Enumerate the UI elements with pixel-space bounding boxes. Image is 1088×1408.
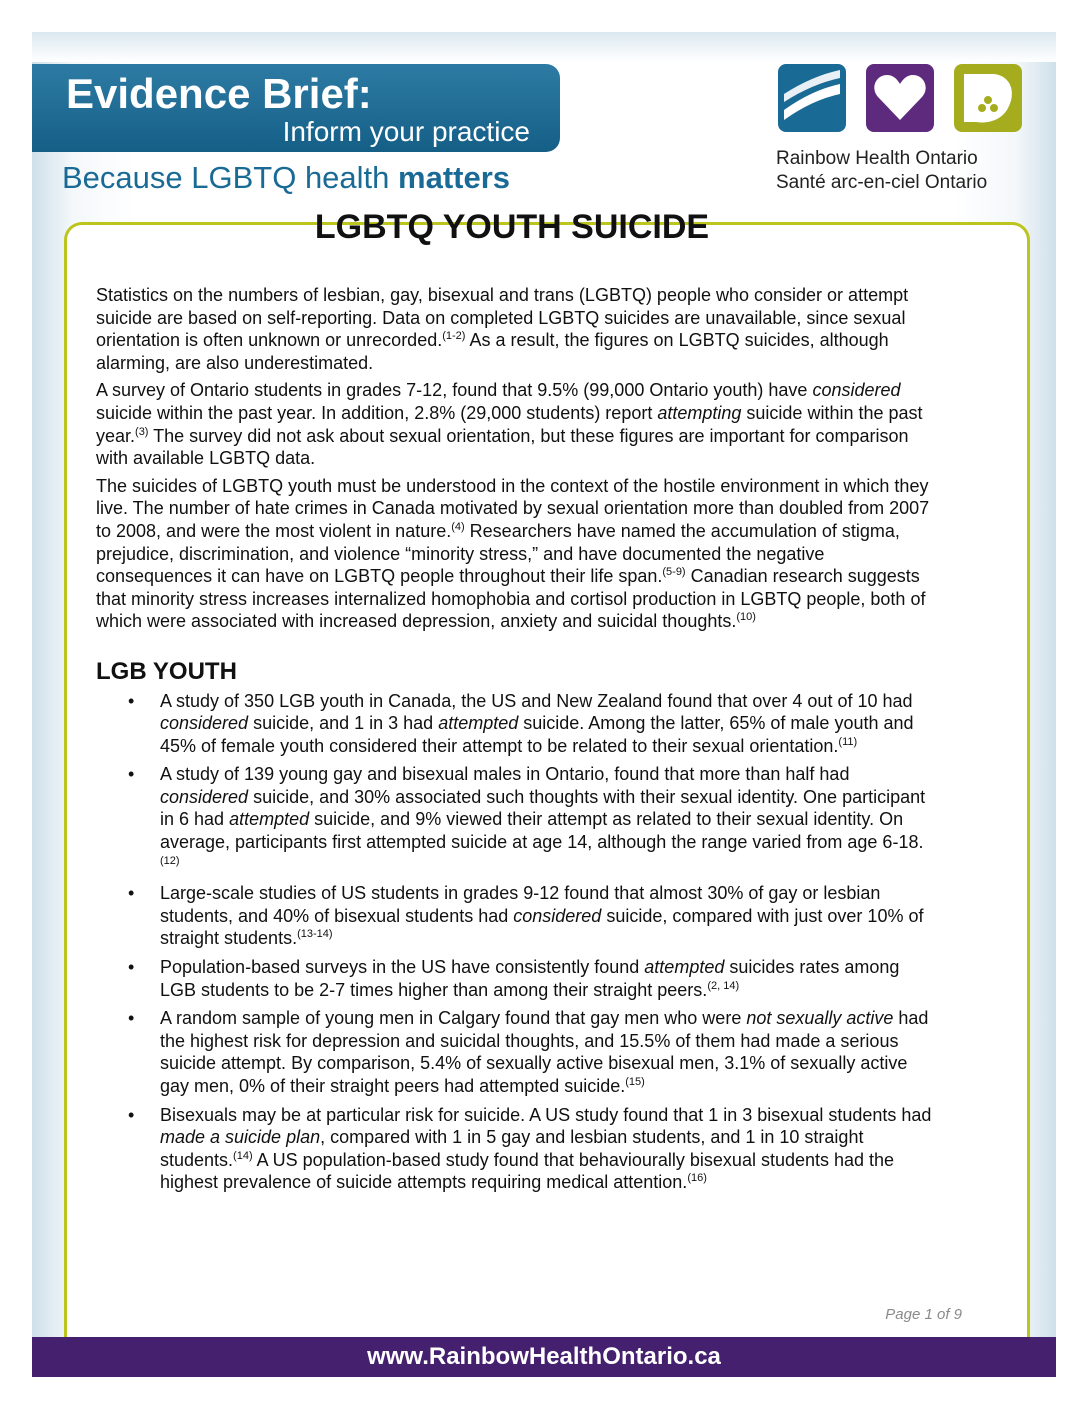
citation: (12) — [160, 854, 180, 867]
heart-icon — [866, 64, 934, 132]
survey-paragraph — [96, 379, 936, 469]
emphasis-text: considered — [812, 380, 901, 401]
body-text — [96, 284, 936, 1200]
paragraph-text: As a result, the figures on LGBTQ suicides, although alarming, are also underestimated. — [96, 330, 889, 373]
list-item — [128, 882, 936, 950]
paragraph-text: The suicides of LGBTQ youth must be understood in the context of the hostile environment in which they live. The number of hate crimes in Canada motivated by sexual orientation more than doubled from 2007 to 2008, and were the most violent in nature. — [96, 475, 930, 541]
brief-subtitle: Inform your practice — [282, 116, 530, 147]
paragraph-text: Statistics on the numbers of lesbian, gay, bisexual and trans (LGBTQ) people who consider or attempt suicide are based on self-reporting. Data on completed LGBTQ suicides are unavailable, since sexual orientation is often unknown or unrecorded. — [96, 285, 909, 351]
emphasis-text: attempted — [644, 957, 725, 978]
citation: (11) — [838, 735, 858, 748]
tagline — [62, 160, 510, 196]
item-text: , compared with 1 in 5 gay and lesbian students, and 1 in 10 straight students. — [160, 1127, 864, 1170]
footer-website-link[interactable]: www.RainbowHealthOntario.ca — [367, 1343, 721, 1370]
bullet-icon: • — [128, 764, 135, 785]
list-item — [128, 763, 936, 876]
emphasis-text: made a suicide plan — [160, 1127, 321, 1148]
tagline-emphasis: matters — [398, 160, 511, 195]
citation: (10) — [736, 611, 756, 624]
citation: (2, 14) — [707, 979, 740, 992]
item-text: suicide, and 1 in 3 had — [248, 713, 439, 734]
paragraph-text: suicide within the past year. In addition, 2.8% (29,000 students) report — [96, 402, 658, 423]
citation: (15) — [625, 1076, 645, 1088]
paragraph-text: A survey of Ontario students in grades 7-12, found that 9.5% (99,000 Ontario youth) have — [96, 380, 813, 401]
emphasis-text: considered — [160, 786, 249, 807]
item-text: suicide, compared with just over 10% of straight students. — [160, 905, 924, 949]
item-text: suicide, and 30% associated such thoughts with their sexual identity. One participant in 6 had — [160, 786, 926, 830]
list-item — [128, 1104, 936, 1194]
item-text: suicides rates among LGB students to be 2-7 times higher than among their straight peers. — [160, 957, 900, 1000]
bullet-icon: • — [128, 883, 135, 904]
citation: (1-2) — [442, 330, 466, 343]
emphasis-text: not sexually active — [746, 1008, 894, 1029]
paragraph-text: The survey did not ask about sexual orientation, but these figures are important for comparison with available LGBTQ data. — [96, 425, 909, 469]
paragraph-text: Researchers have named the accumulation of stigma, prejudice, discrimination, and violence “minority stress,” and have documented the negative consequences it can have on LGBTQ people throughout their life span. — [96, 520, 900, 587]
list-item — [128, 1007, 936, 1097]
emphasis-text: attempting — [657, 402, 742, 423]
trillium-flower-icon — [954, 64, 1022, 132]
bullet-icon: • — [128, 957, 135, 978]
bullet-icon: • — [128, 1104, 135, 1125]
item-text: Large-scale studies of US students in grades 9-12 found that almost 30% of gay or lesbian students, and 40% of bisexual students had — [160, 883, 881, 926]
section-heading: LGB YOUTH — [96, 657, 237, 685]
list-item — [128, 690, 936, 758]
emphasis-text: considered — [513, 905, 602, 926]
citation: (13-14) — [297, 928, 333, 941]
item-text: Population-based surveys in the US have consistently found — [160, 957, 645, 978]
item-text: A study of 139 young gay and bisexual males in Ontario, found that more than half had — [160, 764, 850, 785]
item-text: A random sample of young men in Calgary found that gay men who were — [160, 1008, 747, 1029]
citation: (4) — [451, 520, 465, 533]
intro-paragraph — [96, 284, 936, 374]
org-name-french: Santé arc-en-ciel Ontario — [776, 172, 988, 193]
footer-bar — [32, 1337, 1056, 1377]
emphasis-text: attempted — [229, 809, 310, 830]
tagline-prefix: Because LGBTQ health — [62, 160, 399, 195]
org-name-english: Rainbow Health Ontario — [776, 148, 978, 169]
context-paragraph — [96, 475, 936, 633]
item-text: A study of 350 LGB youth in Canada, the US and New Zealand found that over 4 out of 10 had — [160, 690, 913, 711]
lgb-findings-list — [96, 690, 936, 1194]
document-title: LGBTQ YOUTH SUICIDE — [314, 208, 710, 246]
bullet-icon: • — [128, 1008, 135, 1029]
citation: (16) — [687, 1172, 707, 1185]
citation: (14) — [233, 1149, 253, 1162]
evidence-brief-banner — [32, 64, 560, 152]
item-text: suicide. Among the latter, 65% of male youth and 45% of female youth considered their attempt to be related to their sexual orientation. — [160, 713, 914, 756]
item-text: had the highest risk for depression and suicidal thoughts, and 15.5% of them had made a serious suicide attempt. By comparison, 5.4% of sexually active bisexual men, 3.1% of sexually active gay men, 0% of their straight peers had attempted suicide. — [160, 1008, 929, 1096]
top-gradient-strip — [32, 32, 1056, 62]
item-text: Bisexuals may be at particular risk for suicide. A US study found that 1 in 3 bisexual students had — [160, 1104, 932, 1125]
bullet-icon: • — [128, 690, 135, 711]
item-text: suicide, and 9% viewed their attempt as related to their sexual identity. On average, participants first attempted suicide at age 14, although the range varied from age 6-18. — [160, 809, 924, 853]
item-text: A US population-based study found that behaviourally bisexual students had the highest prevalence of suicide attempts requiring medical attention. — [160, 1149, 895, 1193]
emphasis-text: considered — [160, 713, 249, 734]
list-item — [128, 956, 936, 1001]
wave-stripes-icon — [778, 64, 846, 132]
page-number: Page 1 of 9 — [885, 1306, 962, 1323]
brief-title: Evidence Brief: — [66, 70, 372, 117]
citation: (3) — [135, 425, 149, 438]
emphasis-text: attempted — [438, 713, 519, 734]
paragraph-text: suicide within the past year. — [96, 402, 923, 446]
paragraph-text: Canadian research suggests that minority stress increases internalized homophobia and cortisol production in LGBTQ people, both of which were associated with increased depression, anxiety and suicidal thoughts. — [96, 566, 926, 632]
citation: (5-9) — [662, 566, 686, 579]
